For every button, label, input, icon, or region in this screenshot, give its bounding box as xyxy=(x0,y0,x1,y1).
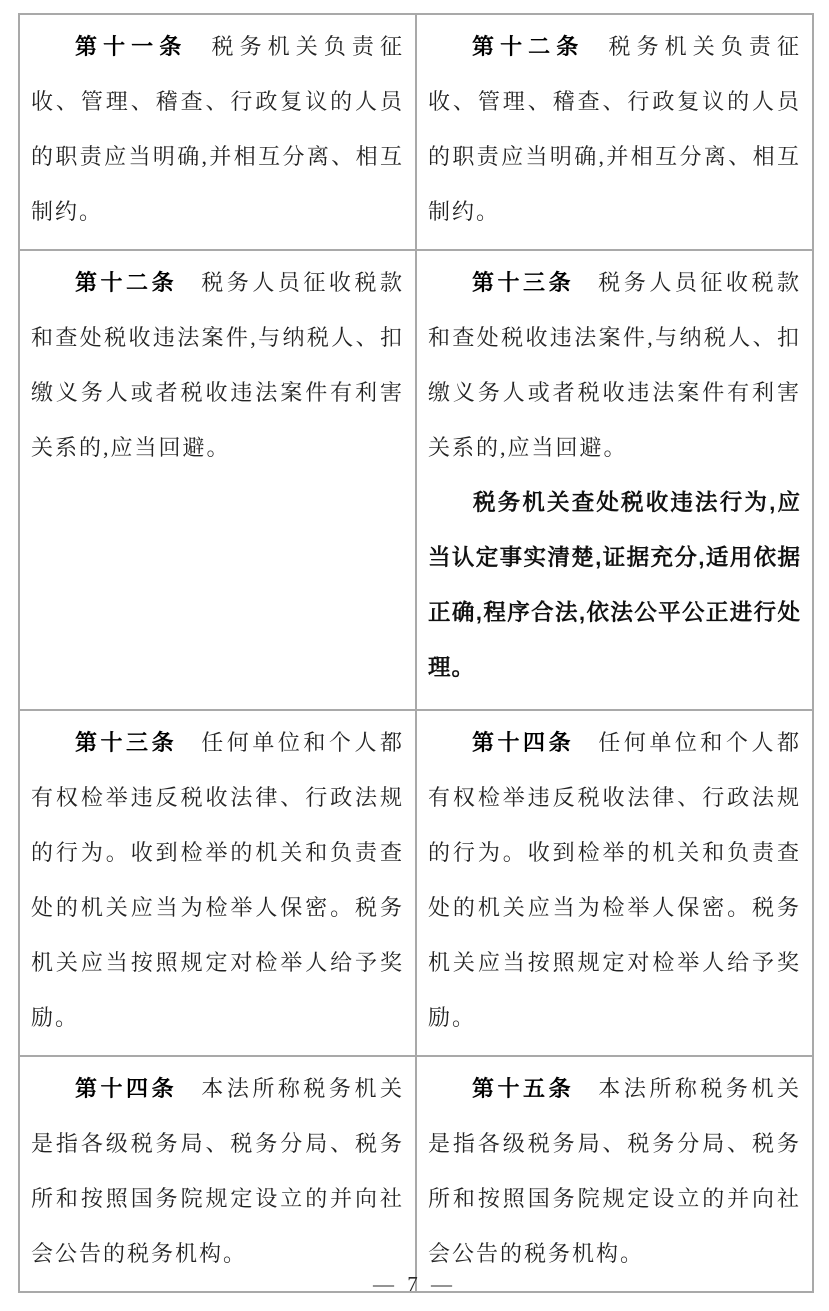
article-number: 第十五条 xyxy=(472,1076,575,1101)
article-paragraph xyxy=(31,715,404,1045)
article-paragraph xyxy=(31,1061,404,1281)
cell-row0-left xyxy=(19,14,416,250)
page-number: — 7 — xyxy=(373,1272,456,1296)
article-paragraph xyxy=(31,255,404,475)
cell-row0-right xyxy=(416,14,813,250)
article-number: 第十二条 xyxy=(472,34,585,59)
article-paragraph xyxy=(31,19,404,239)
cell-row1-right xyxy=(416,250,813,710)
article-text: 税务机关负责征收、管理、稽查、行政复议的人员的职责应当明确,并相互分离、相互制约。 xyxy=(31,34,404,224)
article-text: 任何单位和个人都有权检举违反税收法律、行政法规的行为。收到检举的机关和负责查处的机关应当为检举人保密。税务机关应当按照规定对检举人给予奖励。 xyxy=(428,730,801,1030)
article-text: 本法所称税务机关是指各级税务局、税务分局、税务所和按照国务院规定设立的并向社会公告的税务机构。 xyxy=(428,1076,801,1266)
cell-row3-right xyxy=(416,1056,813,1292)
article-paragraph xyxy=(428,715,801,1045)
article-number: 第十四条 xyxy=(472,730,575,755)
article-number: 第十四条 xyxy=(75,1076,178,1101)
article-number: 第十三条 xyxy=(75,730,178,755)
article-paragraph xyxy=(428,255,801,475)
article-paragraph xyxy=(428,19,801,239)
article-number: 第十三条 xyxy=(472,270,575,295)
article-text: 税务机关负责征收、管理、稽查、行政复议的人员的职责应当明确,并相互分离、相互制约。 xyxy=(428,34,801,224)
article-text: 任何单位和个人都有权检举违反税收法律、行政法规的行为。收到检举的机关和负责查处的机关应当为检举人保密。税务机关应当按照规定对检举人给予奖励。 xyxy=(31,730,404,1030)
added-clause-paragraph: 税务机关查处税收违法行为,应当认定事实清楚,证据充分,适用依据正确,程序合法,依法公平公正进行处理。 xyxy=(428,490,801,680)
cell-row3-left xyxy=(19,1056,416,1292)
article-text: 税务人员征收税款和查处税收违法案件,与纳税人、扣缴义务人或者税收违法案件有利害关系的,应当回避。 xyxy=(31,270,404,460)
article-text: 本法所称税务机关是指各级税务局、税务分局、税务所和按照国务院规定设立的并向社会公告的税务机构。 xyxy=(31,1076,404,1266)
cell-row2-left xyxy=(19,710,416,1056)
table-row xyxy=(19,250,813,710)
table-row xyxy=(19,14,813,250)
table-row xyxy=(19,710,813,1056)
law-comparison-table xyxy=(18,13,814,1293)
article-text: 税务人员征收税款和查处税收违法案件,与纳税人、扣缴义务人或者税收违法案件有利害关系的,应当回避。 xyxy=(428,270,801,460)
article-number: 第十一条 xyxy=(75,34,188,59)
article-paragraph xyxy=(428,1061,801,1281)
cell-row2-right xyxy=(416,710,813,1056)
table-row xyxy=(19,1056,813,1292)
article-number: 第十二条 xyxy=(75,270,178,295)
cell-row1-left xyxy=(19,250,416,710)
